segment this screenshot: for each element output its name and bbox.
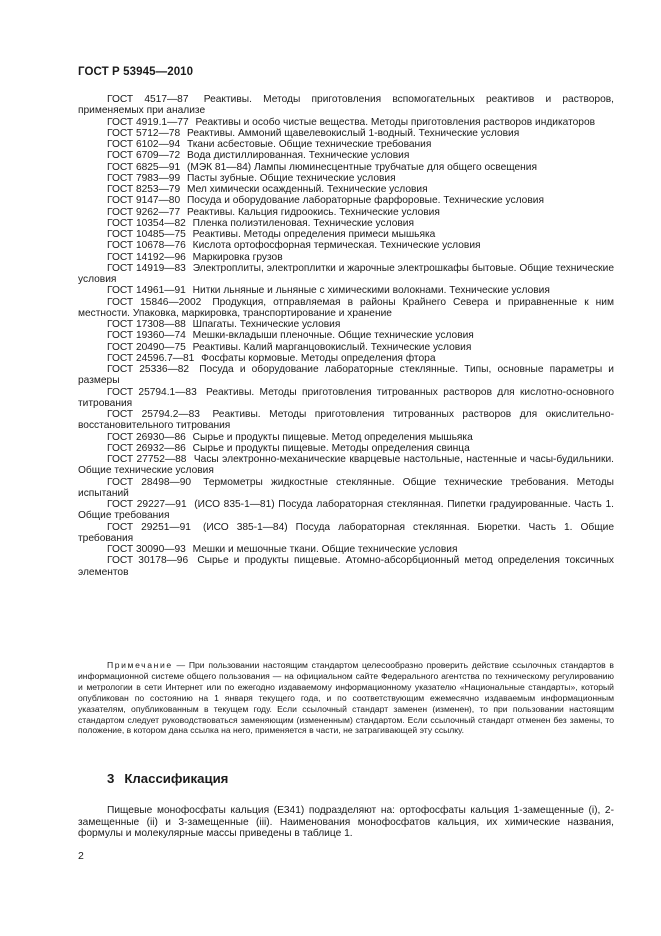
reference-text: Сырье и продукты пищевые. Атомно-абсорбционный метод определения токсичных элементов (78, 555, 614, 578)
reference-text: Мешки-вкладыши пленочные. Общие технические условия (192, 330, 474, 342)
section-heading (107, 771, 228, 786)
reference-item (78, 240, 614, 251)
reference-item (78, 297, 614, 320)
reference-code: ГОСТ 30178—96 (107, 555, 189, 567)
reference-item (78, 555, 614, 578)
reference-text: Фосфаты кормовые. Методы определения фтора (201, 352, 436, 364)
reference-code: ГОСТ 9147—80 (107, 195, 181, 207)
reference-item (78, 285, 614, 296)
note-label: Примечание (107, 660, 173, 670)
reference-text: Нитки льняные и льняные с химическими волокнами. Технические условия (192, 285, 550, 297)
reference-item (78, 342, 614, 353)
reference-text: Маркировка грузов (192, 251, 283, 263)
reference-item (78, 477, 614, 500)
reference-item (78, 499, 614, 522)
reference-text: Шпагаты. Технические условия (192, 319, 341, 330)
reference-text: Реактивы. Методы приготовления вспомогательных реактивов и растворов, применяемых при анализе (78, 94, 614, 117)
reference-code: ГОСТ 17308—88 (107, 319, 186, 330)
reference-code: ГОСТ 6825—91 (107, 161, 181, 173)
reference-item (78, 409, 614, 432)
reference-text: Реактивы. Методы приготовления титрованных растворов для окислительно-восстановительного титрования (78, 409, 614, 432)
reference-item (78, 94, 614, 117)
reference-code: ГОСТ 25794.2—83 (107, 409, 200, 420)
reference-code: ГОСТ 8253—79 (107, 184, 181, 195)
reference-item (78, 195, 614, 206)
reference-text: Мел химически осажденный. Технические условия (186, 184, 428, 195)
reference-item (78, 330, 614, 341)
reference-text: Реактивы. Методы определения примеси мышьяка (192, 229, 436, 240)
reference-text: Реактивы. Калий марганцовокислый. Технические условия (192, 341, 472, 353)
reference-item (78, 443, 614, 454)
reference-item (78, 218, 614, 229)
reference-text: Посуда и оборудование лабораторные стеклянные. Типы, основные параметры и размеры (78, 364, 614, 387)
reference-code: ГОСТ 4919.1—77 (107, 116, 189, 128)
reference-text: Сырье и продукты пищевые. Методы определения свинца (192, 442, 470, 454)
reference-item (78, 128, 614, 139)
reference-text: Кислота ортофосфорная термическая. Технические условия (192, 240, 481, 252)
reference-text: Вода дистиллированная. Технические условия (186, 150, 410, 162)
reference-item (78, 319, 614, 330)
reference-item (78, 229, 614, 240)
reference-item (78, 150, 614, 161)
reference-code: ГОСТ 5712—78 (107, 127, 181, 139)
reference-code: ГОСТ 10354—82 (107, 217, 186, 229)
page-number: 2 (78, 850, 84, 862)
reference-text: Часы электронно-механические кварцевые настольные, настенные и часы-будильники. Общие технические условия (78, 454, 614, 477)
reference-item (78, 432, 614, 443)
reference-text: Реактивы и особо чистые вещества. Методы приготовления растворов индикаторов (195, 116, 596, 128)
reference-item (78, 544, 614, 555)
reference-item (78, 522, 614, 545)
reference-text: Мешки и мешочные ткани. Общие технические условия (192, 544, 458, 555)
reference-text: Сырье и продукты пищевые. Метод определения мышьяка (192, 431, 473, 443)
section-number: 3 (107, 771, 115, 786)
section-title: Классификация (124, 771, 229, 786)
reference-item (78, 454, 614, 477)
reference-code: ГОСТ 19360—74 (107, 330, 186, 342)
reference-code: ГОСТ 26930—86 (107, 431, 186, 443)
reference-code: ГОСТ 15846—2002 (107, 296, 202, 308)
reference-text: Пасты зубные. Общие технические условия (186, 172, 396, 184)
reference-item (78, 162, 614, 173)
reference-text: (ИСО 835-1—81) Посуда лабораторная стеклянная. Пипетки градуированные. Часть 1. Общие требования (78, 499, 614, 522)
reference-item (78, 364, 614, 387)
reference-text: Реактивы. Методы приготовления титрованных растворов для кислотно-основного титрования (78, 386, 614, 409)
reference-code: ГОСТ 14961—91 (107, 285, 186, 297)
reference-code: ГОСТ 14919—83 (107, 262, 186, 274)
reference-code: ГОСТ 25794.1—83 (107, 386, 197, 398)
reference-code: ГОСТ 9262—77 (107, 206, 181, 218)
reference-text: (ИСО 385-1—84) Посуда лабораторная стеклянная. Бюретки. Часть 1. Общие требования (78, 521, 614, 544)
note-text: — При пользовании настоящим стандартом целесообразно проверить действие ссылочных стандартов в информационной системе общего пользования — на официальном сайте Федерального агентства по техническому регулированию и метрологии в сети Интернет или по ежегодно издаваемому информационному указателю «Национальные стандарты», который опубликован по состоянию на 1 января текущего года, и по соответствующим ежемесячно издаваемым информационным указателям, опубликованным в текущем году. Если ссылочный стандарт заменен (изменен), то при пользовании настоящим стандартом следует руководствоваться заменяющим (измененным) стандартом. Если ссылочный стандарт отменен без замены, то положение, в котором дана ссылка на него, применяется в части, не затрагивающей эту ссылку. (78, 660, 614, 736)
reference-code: ГОСТ 28498—90 (107, 476, 192, 488)
reference-item (78, 353, 614, 364)
reference-text: Пленка полиэтиленовая. Технические условия (192, 217, 414, 229)
reference-text: (МЭК 81—84) Лампы люминесцентные трубчатые для общего освещения (186, 161, 538, 173)
reference-text: Электроплиты, электроплитки и жарочные электрошкафы бытовые. Общие технические условия (78, 262, 614, 285)
reference-item (78, 173, 614, 184)
reference-item (78, 207, 614, 218)
reference-code: ГОСТ 26932—86 (107, 442, 186, 454)
normative-references-list (78, 94, 614, 578)
reference-code: ГОСТ 25336—82 (107, 364, 190, 375)
reference-code: ГОСТ 10485—75 (107, 229, 186, 240)
reference-item (78, 184, 614, 195)
reference-item (78, 387, 614, 410)
section-paragraph: Пищевые монофосфаты кальция (Е341) подразделяют на: ортофосфаты кальция 1-замещенные (i), 2-замещенные (ii) и 3-замещенные (iii). Наименования монофосфатов кальция, их химические названия, формулы и молекулярные массы приведены в таблице 1. (78, 805, 614, 839)
reference-item (78, 263, 614, 286)
reference-code: ГОСТ 29227—91 (107, 499, 187, 510)
reference-code: ГОСТ 10678—76 (107, 240, 186, 252)
reference-text: Реактивы. Аммоний щавелевокислый 1-водный. Технические условия (186, 127, 520, 139)
reference-code: ГОСТ 30090—93 (107, 544, 186, 555)
reference-code: ГОСТ 20490—75 (107, 341, 186, 353)
reference-item (78, 117, 614, 128)
reference-code: ГОСТ 27752—88 (107, 454, 187, 465)
reference-text: Ткани асбестовые. Общие технические требования (186, 139, 432, 150)
reference-text: Продукция, отправляемая в районы Крайнего Севера и приравненные к ним местности. Упаковка, маркировка, транспортирование и хранение (78, 296, 614, 319)
reference-text: Посуда и оборудование лабораторные фарфоровые. Технические условия (186, 195, 544, 207)
reference-code: ГОСТ 6709—72 (107, 150, 181, 162)
reference-code: ГОСТ 4517—87 (107, 94, 189, 105)
reference-code: ГОСТ 14192—96 (107, 251, 186, 263)
reference-item (78, 252, 614, 263)
reference-text: Реактивы. Кальция гидроокись. Технические условия (186, 206, 440, 218)
reference-code: ГОСТ 24596.7—81 (107, 352, 195, 364)
reference-code: ГОСТ 29251—91 (107, 521, 191, 533)
reference-code: ГОСТ 6102—94 (107, 139, 181, 150)
note-block (78, 660, 614, 736)
document-header: ГОСТ Р 53945—2010 (78, 66, 194, 78)
reference-item (78, 139, 614, 150)
reference-text: Термометры жидкостные стеклянные. Общие технические требования. Методы испытаний (78, 476, 614, 499)
reference-code: ГОСТ 7983—99 (107, 172, 181, 184)
